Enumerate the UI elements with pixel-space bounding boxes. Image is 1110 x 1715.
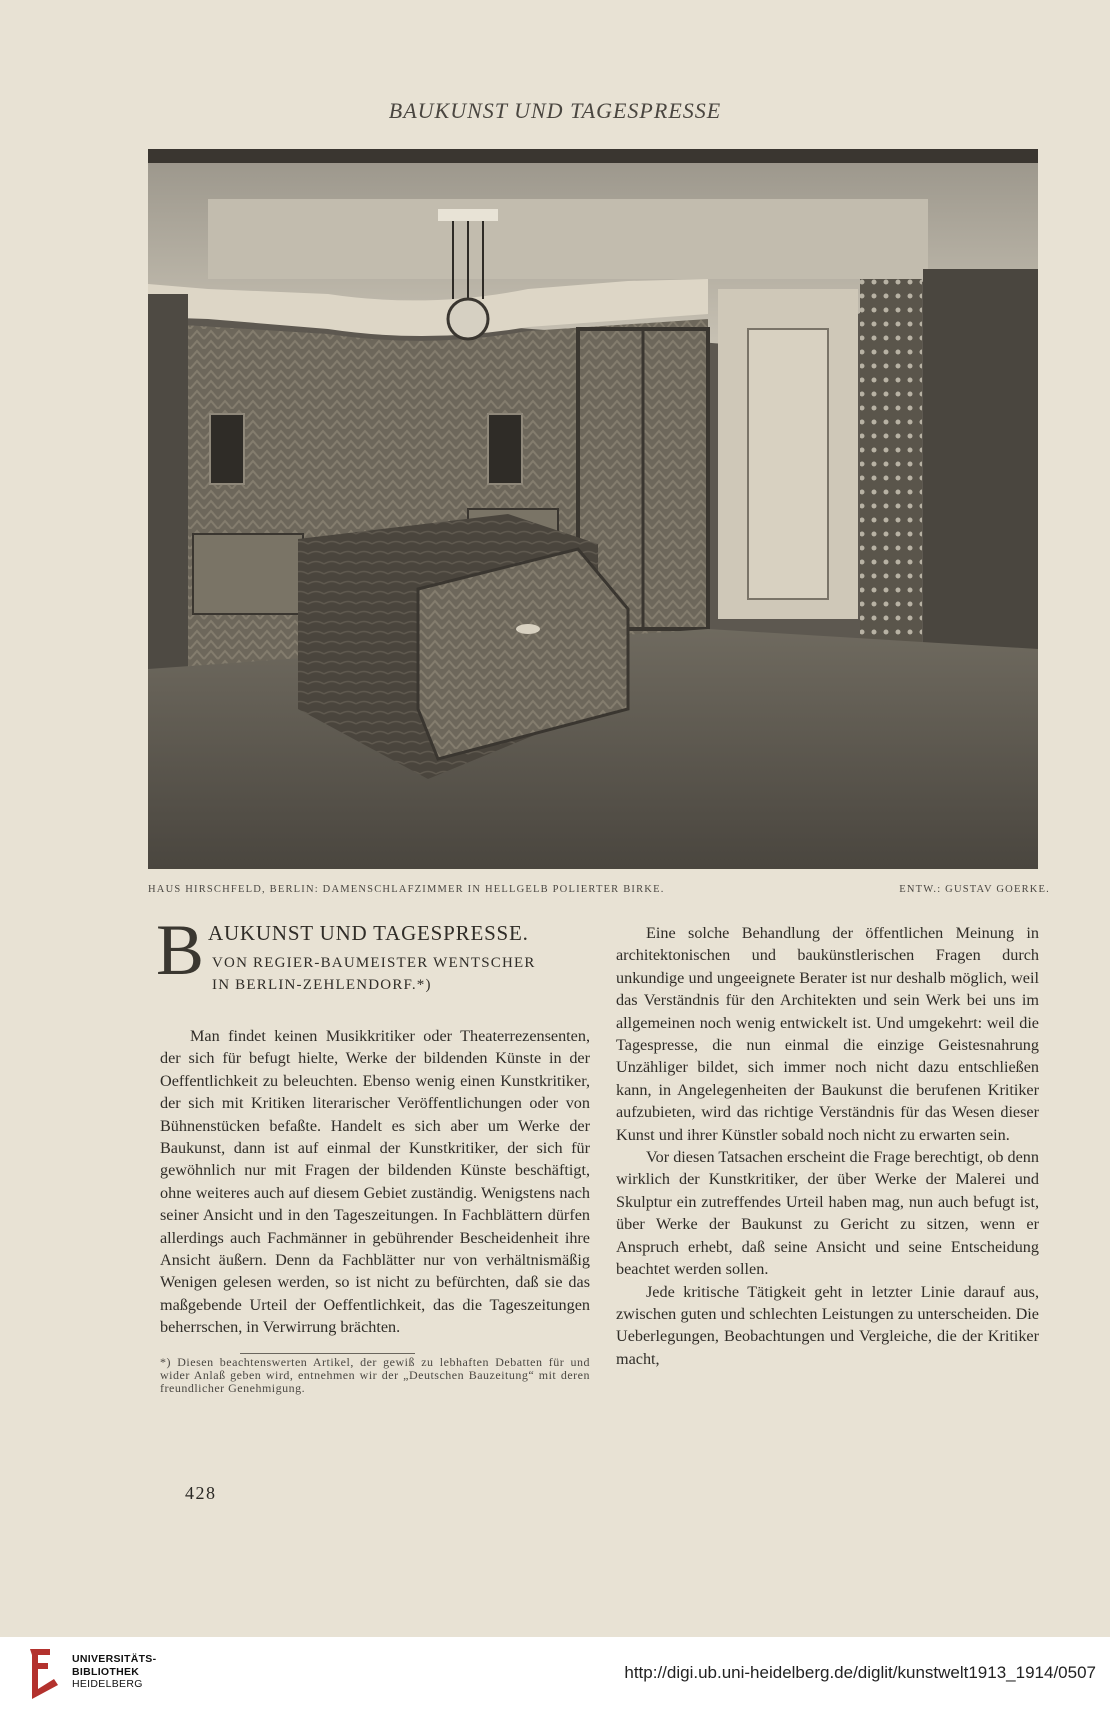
bedroom-photograph xyxy=(148,149,1038,869)
library-name-line: HEIDELBERG xyxy=(72,1678,143,1690)
body-paragraph: Jede kritische Tätigkeit geht in letzter Linie darauf aus, zwischen guten und schlechten Leistungen zu unterscheiden. Die Ueberlegungen, Beobachtungen und Vergleiche, die der Kritiker macht, xyxy=(616,1282,1039,1368)
library-name-line: BIBLIOTHEK xyxy=(72,1665,140,1678)
permalink-url[interactable]: http://digi.ub.uni-heidelberg.de/diglit/kunstwelt1913_1914/0507 xyxy=(624,1663,1096,1682)
caption-designer: ENTW.: GUSTAV GOERKE. xyxy=(899,884,1050,895)
photo-caption xyxy=(148,884,1050,895)
page-number: 428 xyxy=(185,1483,217,1503)
library-logo-icon xyxy=(24,1643,64,1699)
footnote-divider xyxy=(240,1353,415,1354)
body-paragraph: Eine solche Behandlung der öffentlichen Meinung in architektonischen und baukünstlerischen Fragen durch unkundige und ungeeignete Berater ist nur deshalb möglich, weil das Verständnis für den Architekten und sein Werk bei uns im allgemeinen noch wenig entwickelt ist. Und umgekehrt: weil die Tagespresse, die nun einmal die einzige Geistesnahrung Unzähliger bildet, sich immer noch nicht dazu entschließen kann, in Angelegenheiten der Baukunst die berufenen Kritiker aufzubieten, wird das richtige Verständnis für das Wesen dieser Kunst und ihrer Künstler sobald noch nicht zu erwarten sein. xyxy=(616,924,1039,1144)
caption-title: HAUS HIRSCHFELD, BERLIN: DAMENSCHLAFZIMMER IN HELLGELB POLIERTER BIRKE. xyxy=(148,884,665,895)
right-column xyxy=(616,922,1039,1370)
running-title: BAUKUNST UND TAGESPRESSE xyxy=(388,98,722,123)
drop-cap: B xyxy=(156,910,205,990)
logo-mark xyxy=(30,1649,58,1699)
left-column xyxy=(156,910,590,1395)
library-name xyxy=(72,1653,156,1691)
library-name-line: UNIVERSITÄTS- xyxy=(72,1653,157,1665)
article-byline-location: IN BERLIN-ZEHLENDORF.*) xyxy=(212,977,432,993)
article-title: AUKUNST UND TAGESPRESSE. xyxy=(208,921,529,945)
footnote-text: *) Diesen beachtenswerten Artikel, der gewiß zu lebhaften Debatten für und wider Anlaß geben wird, entnehmen wir der „Deutschen Bauzeitung“ mit deren freundlicher Genehmigung. xyxy=(160,1354,590,1395)
footnote xyxy=(160,1356,590,1395)
article-title-block xyxy=(156,910,590,1025)
library-footer xyxy=(0,1637,1110,1715)
body-paragraph: Man findet keinen Musikkritiker oder Theaterrezensenten, der sich für befugt hielte, Werke der bildenden Künste in der Oeffentlichkeit zu beleuchten. Ebenso wenig einen Kunstkritiker, der sich mit Kritiken literarischer Veröffentlichungen oder von Bühnenstücken befaßte. Handelt es sich aber um Werke der Baukunst, dann ist auf einmal der Kunstkritiker, der sich für gewöhnlich nur mit Fragen der bildenden Künste beschäftigt, ohne weiteres auch auf diesem Gebiet zuständig. Wenigstens nach seiner Ansicht und in den Tageszeitungen. In Fachblättern dürfen allerdings auch Fachmänner in gebührender Bescheidenheit ihre Ansicht äußern. Denn da Fachblätter nur von verhältnismäßig Wenigen gelesen werden, so ist nicht zu befürchten, daß sie das maßgebende Urteil der Oeffentlichkeit, das die Tageszeitungen beherrschen, in Verwirrung brächten. xyxy=(160,1027,590,1337)
article-byline: VON REGIER-BAUMEISTER WENTSCHER xyxy=(212,955,536,971)
body-paragraph: Vor diesen Tatsachen erscheint die Frage berechtigt, ob denn wirklich der Kunstkritiker, der über Werke der Malerei und Skulptur ein zutreffendes Urteil haben mag, nun auch befugt ist, über Werke der Baukunst zu Gericht zu sitzen, wenn er Anspruch erhebt, daß seine Ansicht und seine Entscheidung beachtet werden sollen. xyxy=(616,1148,1039,1279)
